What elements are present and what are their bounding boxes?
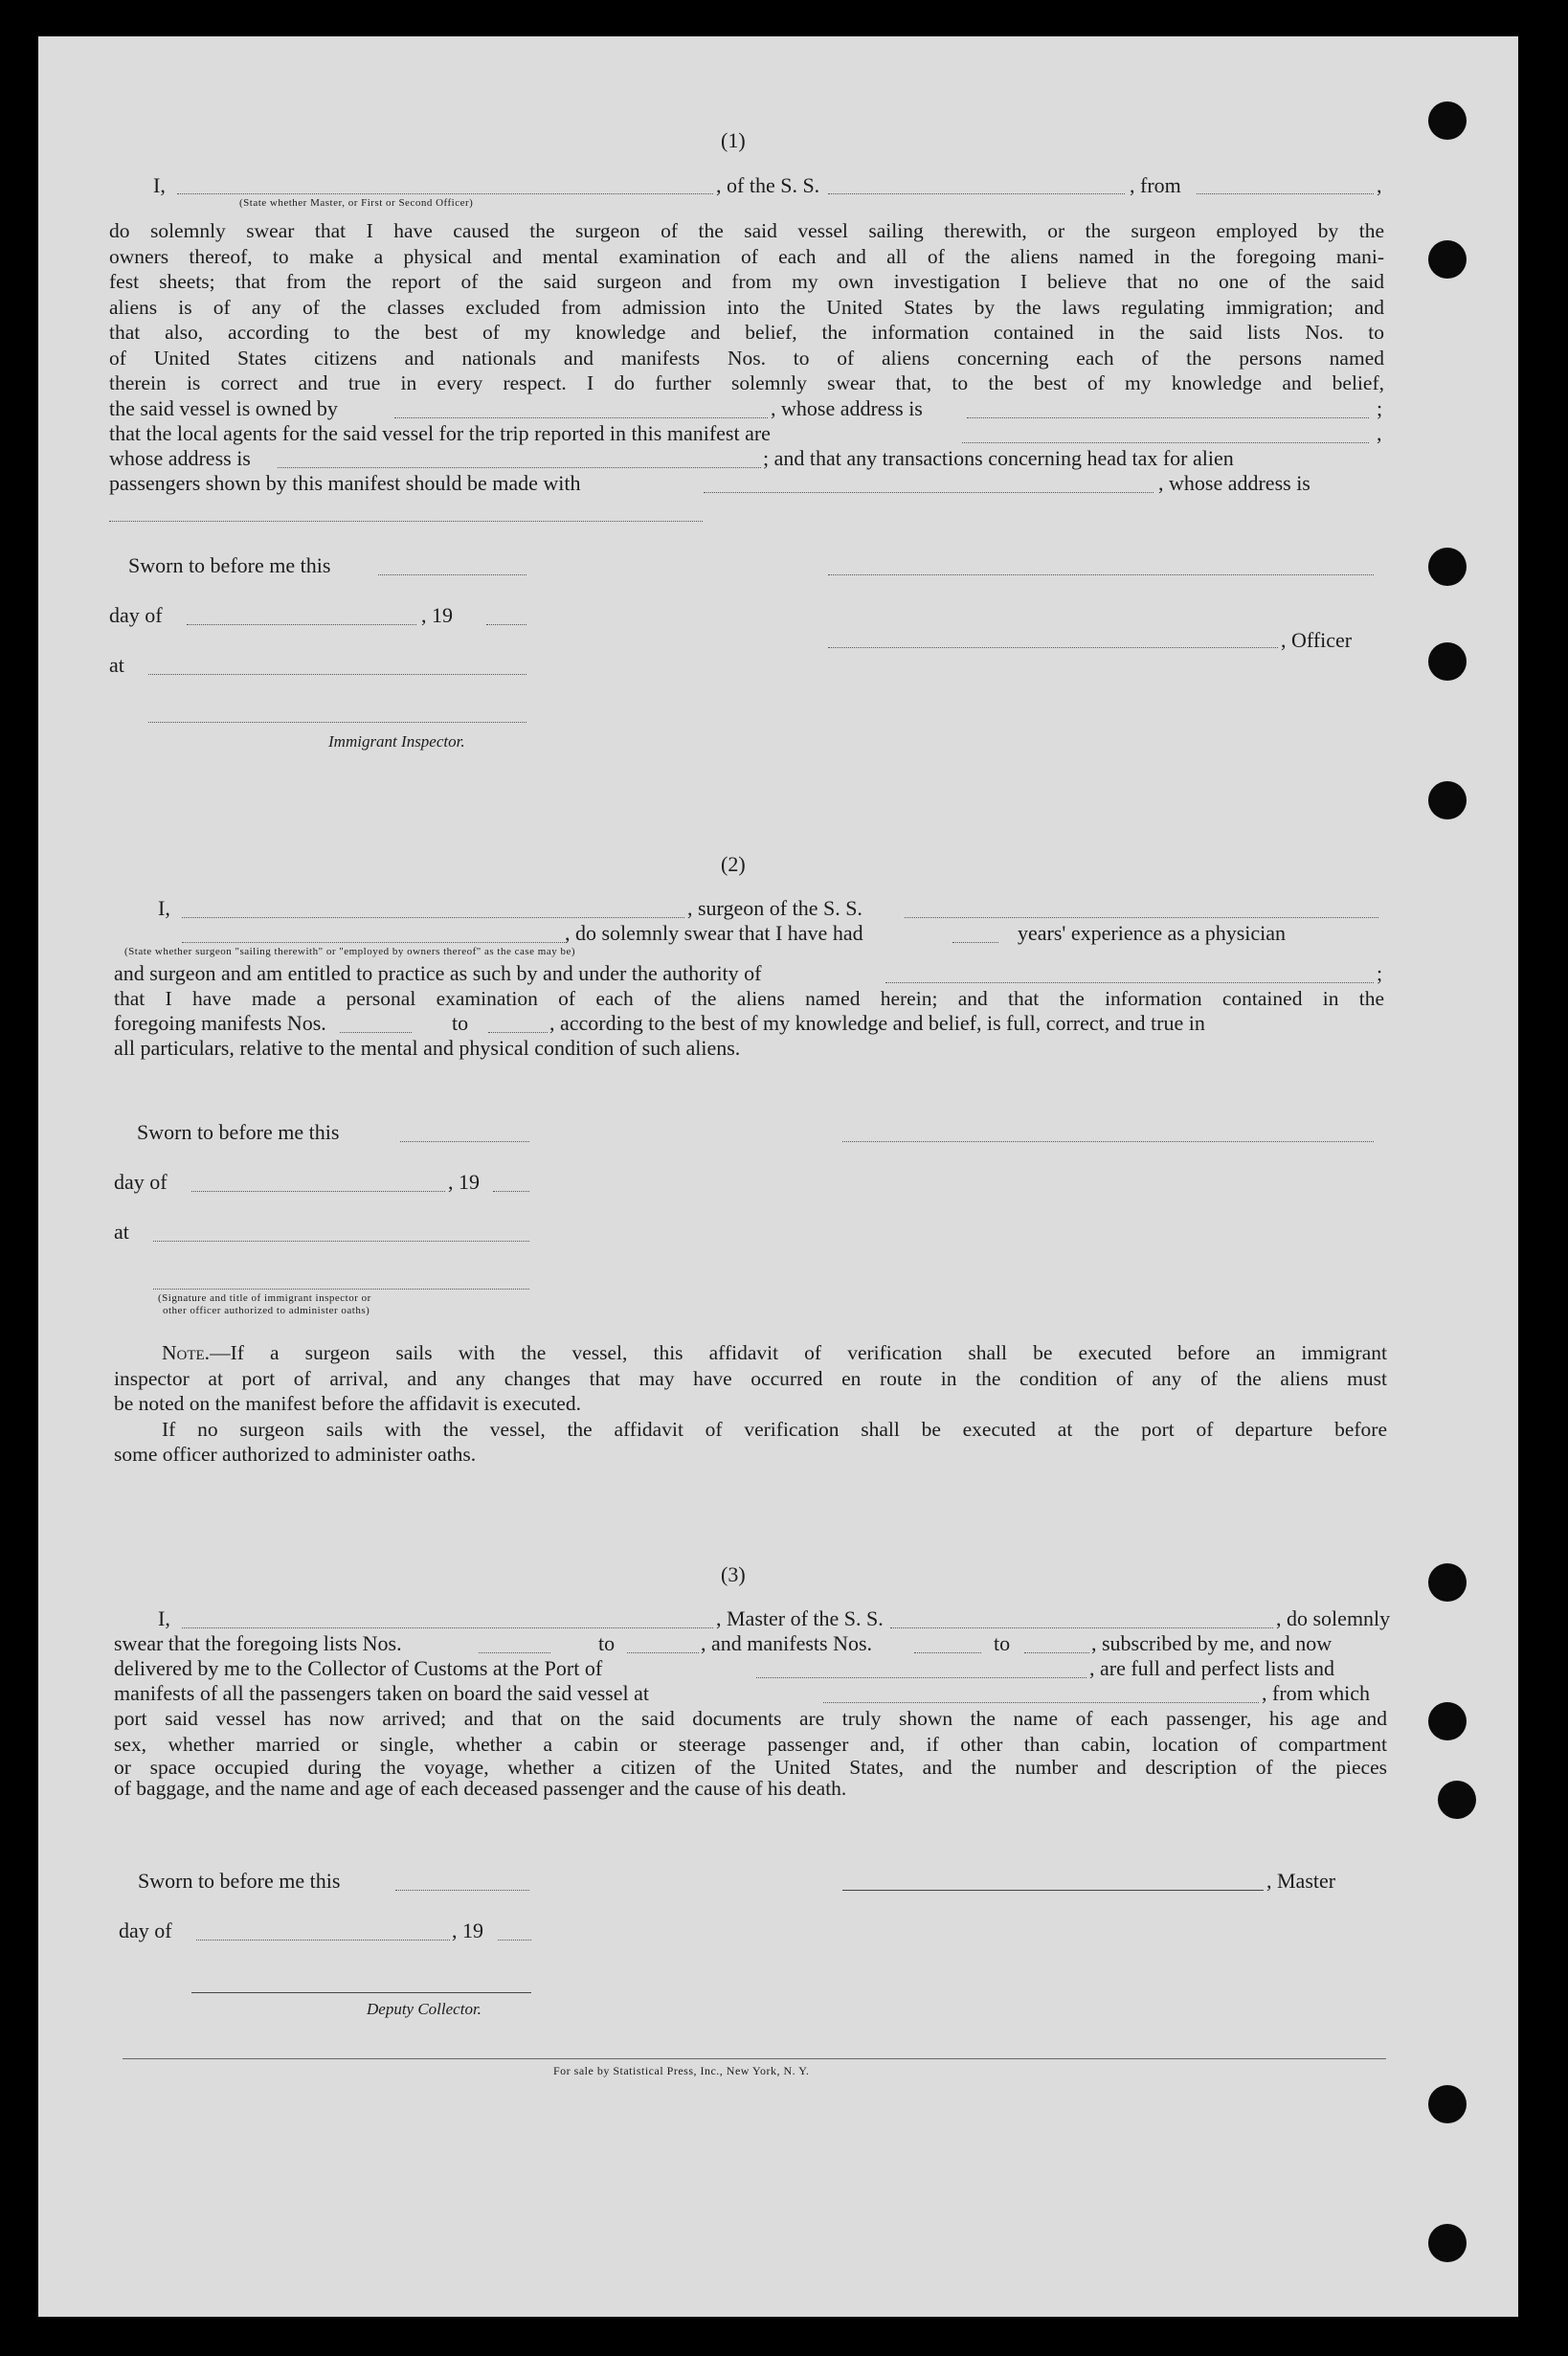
s3-body-line: port said vessel has now arrived; and that on the said documents are truly shown the name of each passenger, his age and [114,1707,1387,1730]
s2-year-blank [493,1191,529,1192]
punch-hole [1428,1563,1467,1602]
s1-body-line: owners thereof, to make a physical and mental examination of each and all of the aliens named in the foregoing mani- [109,244,1384,268]
s2-line5b: to [452,1011,469,1035]
s2-name-blank [182,917,684,918]
s2-i: I, [158,896,170,920]
s2-sub-note: (State whether surgeon "sailing therewith" or "employed by owners thereof" as the case may be) [124,946,576,957]
s1-at-blank [148,674,526,675]
s1-officer-sub-note: (State whether Master, or First or Second Officer) [239,197,474,209]
s2-manifest-to-blank [488,1032,548,1033]
s3-l3a: delivered by me to the Collector of Customs at the Port of [114,1656,603,1680]
s2-type-blank [182,942,565,943]
s3-master-of: , Master of the S. S. [716,1606,884,1630]
s2-note2-line: If no surgeon sails with the vessel, the affidavit of verification shall be executed at the port of departure before [162,1417,1387,1441]
s3-l2b: to [598,1631,616,1655]
s2-line4: that I have made a personal examination of each of the aliens named herein; and that the information contained in the [114,987,1384,1010]
s3-sworn: Sworn to before me this [138,1869,341,1893]
s2-line5a: foregoing manifests Nos. [114,1011,326,1035]
s1-owned-by: the said vessel is owned by [109,396,338,420]
s1-at: at [109,653,124,677]
s2-years: years' experience as a physician [1018,921,1287,945]
s2-surgeon-of: , surgeon of the S. S. [687,896,862,920]
s1-whose-address2: whose address is [109,446,251,470]
s3-sworn-blank [395,1890,529,1891]
s2-day-blank [191,1191,445,1192]
s1-whose-address: , whose address is [771,396,923,420]
s2-note-label: Note. [162,1341,211,1364]
s3-body [114,1706,1387,1799]
s2-note-line: inspector at port of arrival, and any changes that may have occurred en route in the condition of any of the aliens must [114,1366,1387,1390]
s3-name-blank [182,1627,713,1628]
document-page [38,36,1518,2317]
s1-head-tax-address-blank [109,521,703,522]
s3-l2e: , subscribed by me, and now [1091,1631,1333,1655]
s1-officer-title-blank [177,193,713,194]
s1-local-agents: that the local agents for the said vessel for the trip reported in this manifest are [109,421,771,445]
s1-body-line: therein is correct and true in every respect. I do further solemnly swear that, to the best of my knowledge and belief, [109,371,1384,394]
s2-sig-note-2: other officer authorized to administer oaths) [163,1305,370,1316]
section-3-number: (3) [721,1562,746,1586]
s1-sworn: Sworn to before me this [128,553,331,577]
s1-officer-signature-line1 [828,574,1374,575]
s2-line6: all particulars, relative to the mental and physical condition of such aliens. [114,1036,741,1060]
s3-boarding-port-blank [823,1702,1259,1703]
punch-hole [1428,1702,1467,1740]
s1-inspector: Immigrant Inspector. [328,732,465,751]
s2-line5c: , according to the best of my knowledge and belief, is full, correct, and true in [549,1011,1205,1035]
s2-at-blank [153,1241,529,1242]
s1-vessel-blank [828,193,1125,194]
s1-officer: , Officer [1281,628,1353,652]
s1-inspector-blank [148,722,526,723]
footer-rule [123,2058,1386,2059]
s1-owner-address-blank [967,417,1369,418]
footer-printer: For sale by Statistical Press, Inc., New York, N. Y. [553,2064,810,2077]
punch-hole [1428,642,1467,681]
s3-l2d: to [994,1631,1011,1655]
s1-officer-signature-line2 [828,647,1278,648]
s2-sig-note-1: (Signature and title of immigrant inspector or [158,1292,371,1304]
s3-body-line: of baggage, and the name and age of each deceased passenger and the cause of his death. [114,1777,847,1800]
s1-body-line: do solemnly swear that I have caused the surgeon of the said vessel sailing therewith, or the surgeon employed by the [109,219,1384,242]
s1-agents-blank [962,442,1369,443]
s3-year-blank [498,1940,531,1941]
s2-surgeon-signature-line [842,1141,1374,1142]
s3-body-line: sex, whether married or single, whether a cabin or steerage passenger and, if other than cabin, location of compartment [114,1732,1387,1756]
s1-i: I, [153,173,166,197]
punch-hole [1428,2224,1467,2262]
s2-signature-blank [153,1289,529,1290]
s1-from-blank [1197,193,1374,194]
s2-note-line: be noted on the manifest before the affidavit is executed. [114,1392,581,1415]
punch-hole [1428,781,1467,819]
s2-day-of: day of [114,1170,168,1194]
s3-solemnly: , do solemnly [1276,1606,1391,1630]
punch-hole [1428,101,1467,140]
section-1-number: (1) [721,128,746,152]
s1-body [109,218,1384,396]
s1-whose-address3: , whose address is [1158,471,1310,495]
section-2-number: (2) [721,852,746,876]
s3-deputy: Deputy Collector. [367,2000,482,2018]
s1-year-blank [486,624,526,625]
s2-years-blank [952,942,998,943]
s3-manifests-to-blank [1024,1652,1089,1653]
s3-master-signature-line [842,1890,1264,1891]
s3-manifests-from-blank [914,1652,981,1653]
punch-hole [1428,2085,1467,2123]
s1-head-tax-blank [704,492,1154,493]
s2-note-line-1 [114,1340,1387,1366]
s2-semicolon: ; [1377,961,1383,985]
s2-note [114,1340,1387,1468]
s2-note2-line: some officer authorized to administer oaths. [114,1443,477,1466]
s2-line3: and surgeon and am entitled to practice as such by and under the authority of [114,961,762,985]
s3-l2a: swear that the foregoing lists Nos. [114,1631,402,1655]
s1-body-line: aliens is of any of the classes excluded from admission into the United States by the laws regulating immigration; and [109,295,1384,319]
s2-note-text: —If a surgeon sails with the vessel, this affidavit of verification shall be executed before an immigrant [210,1341,1387,1364]
s2-sworn: Sworn to before me this [137,1120,340,1144]
s1-of-ss: , of the S. S. [716,173,820,197]
s1-semicolon: ; [1377,396,1383,420]
s3-l4a: manifests of all the passengers taken on board the said vessel at [114,1681,650,1705]
s1-day-blank [187,624,416,625]
s2-authority-blank [885,982,1374,983]
s1-agents-address-blank [278,467,761,468]
s1-comma: , [1377,173,1382,197]
s2-year: , 19 [448,1170,480,1194]
s3-vessel-blank [890,1627,1273,1628]
s2-solemnly: , do solemnly swear that I have had [565,921,863,945]
s2-at: at [114,1220,129,1244]
s2-line4-wrap [114,986,1384,1012]
s1-sworn-blank [378,574,526,575]
s3-deputy-blank [191,1992,531,1993]
s2-manifest-from-blank [340,1032,412,1033]
s1-head-tax: ; and that any transactions concerning head tax for alien [763,446,1234,470]
punch-hole [1428,240,1467,279]
s3-day-of: day of [119,1918,172,1942]
punch-hole [1438,1781,1476,1819]
s3-l2c: , and manifests Nos. [701,1631,873,1655]
s1-year: , 19 [421,603,453,627]
s3-body-line: or space occupied during the voyage, whether a citizen of the United States, and the number and description of the pieces [114,1756,1387,1779]
s1-from: , from [1130,173,1181,197]
s3-l3b: , are full and perfect lists and [1089,1656,1334,1680]
s1-owner-blank [394,417,768,418]
s3-lists-to-blank [627,1652,699,1653]
s1-body-line: of United States citizens and nationals and manifests Nos. to of aliens concerning each of the persons named [109,346,1384,370]
s2-vessel-blank [905,917,1378,918]
s3-l4b: , from which [1262,1681,1371,1705]
s3-day-blank [196,1940,450,1941]
punch-hole [1428,548,1467,586]
s1-comma2: , [1377,421,1382,445]
s3-year: , 19 [452,1918,483,1942]
s3-port-blank [756,1677,1086,1678]
s1-day-of: day of [109,603,163,627]
s1-passengers: passengers shown by this manifest should be made with [109,471,581,495]
s2-sworn-blank [400,1141,529,1142]
s1-body-line: that also, according to the best of my knowledge and belief, the information contained in the said lists Nos. to [109,321,1384,344]
s3-i: I, [158,1606,170,1630]
s3-master: , Master [1266,1869,1336,1893]
s3-lists-from-blank [479,1652,550,1653]
s1-body-line: fest sheets; that from the report of the said surgeon and from my own investigation I believe that no one of the said [109,270,1384,293]
